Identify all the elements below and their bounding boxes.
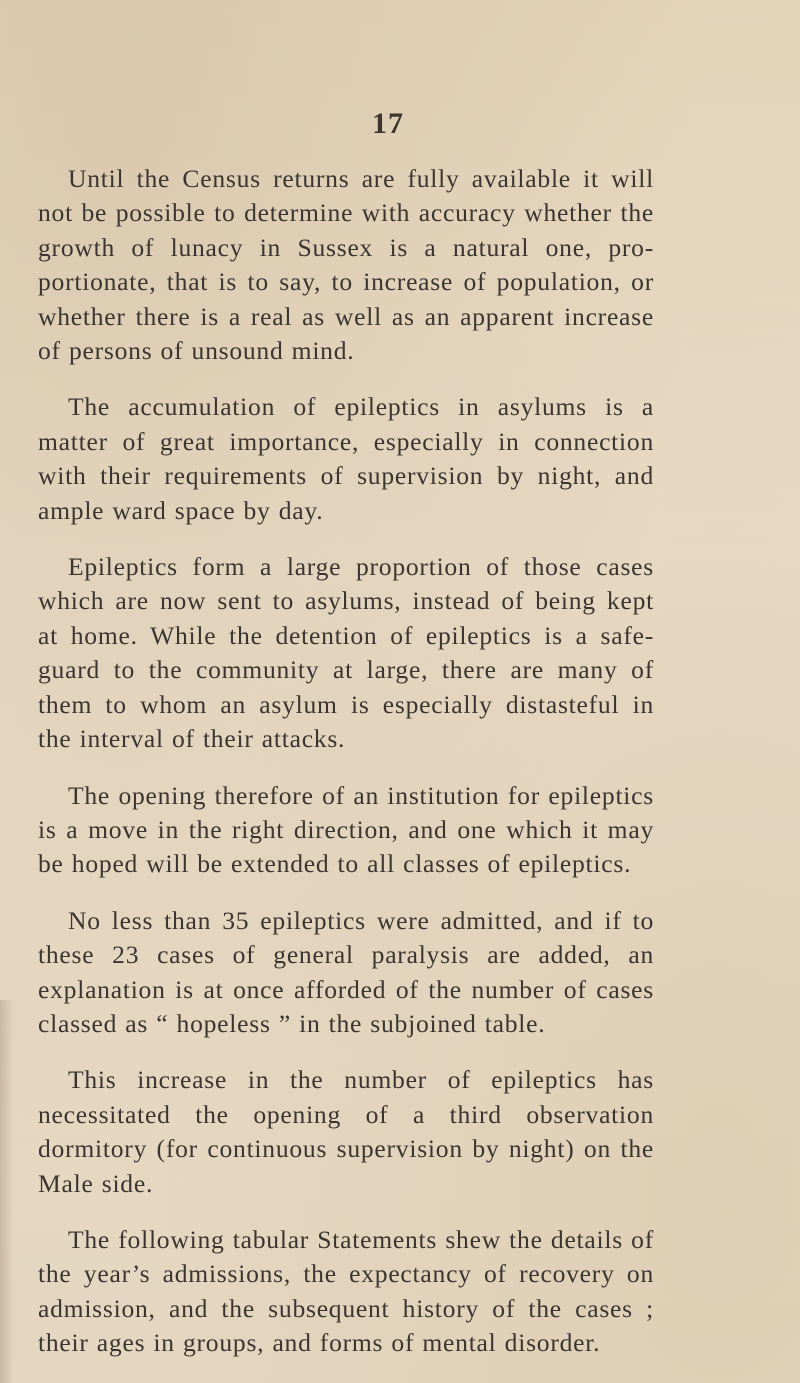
body-text	[38, 162, 654, 1383]
page-edge-shadow	[0, 1000, 14, 1383]
paragraph-admissions-count: No less than 35 epileptics were admitted, and if to these 23 cases of general paralysis are added, an explanation is at once afforded of the number of cases classed as “ hopeless ” in the subjoined table.	[38, 905, 654, 1038]
paragraph-institution-opening: The opening therefore of an institution for epileptics is a move in the right direction, and one which it may be hoped will be extended to all classes of epileptics.	[38, 780, 654, 879]
paragraph-epileptics-proportion: Epileptics form a large proportion of those cases which are now sent to asylums, instead of being kept at home. While the detention of epileptics is a safe-guard to the community at large, there are many of them to whom an asylum is especially distasteful in the interval of their attacks.	[38, 552, 654, 754]
page-number: 17	[372, 107, 404, 140]
paragraph-observation-dormitory: This increase in the number of epileptics has necessitated the opening of a third observation dormitory (for continuous supervision by night) on the Male side.	[38, 1065, 654, 1198]
paragraph-tabular-statements: The following tabular Statements shew the details of the year’s admissions, the expectancy of recovery on admission, and the subsequent history of the cases ; their ages in groups, and forms of mental disorder.	[38, 1224, 654, 1358]
paragraph-census-returns: Until the Census returns are fully available it will not be possible to determine with accuracy whether the growth of lunacy in Sussex is a natural one, pro-portionate, that is to say, to increase of population, or whether there is a real as well as an apparent increase of persons of unsound mind.	[38, 164, 654, 366]
paragraph-accumulation-epileptics: The accumulation of epileptics in asylums is a matter of great importance, especially in connection with their requirements of supervision by night, and ample ward space by day.	[38, 392, 654, 525]
